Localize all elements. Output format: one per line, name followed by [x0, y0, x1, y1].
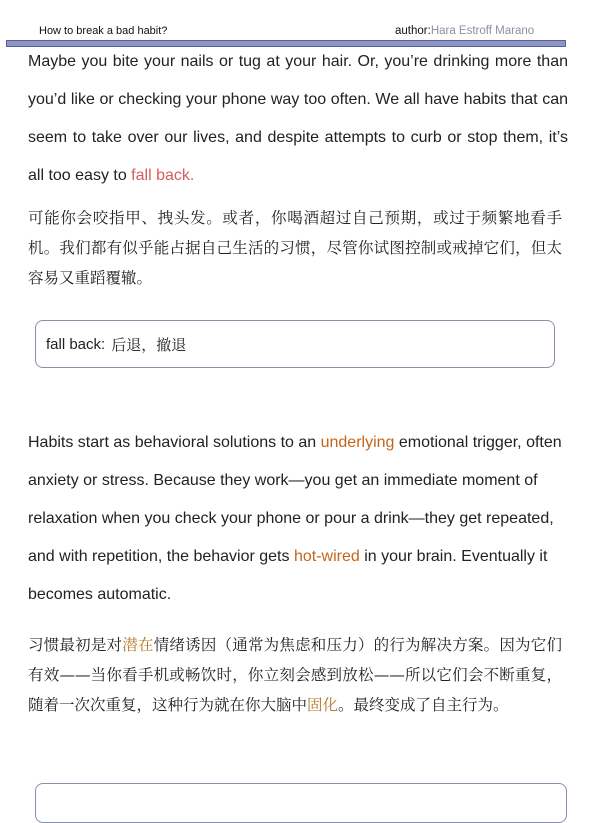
- paragraph-1-english: [28, 43, 568, 195]
- paragraph-text-end: .: [189, 167, 195, 184]
- paragraph-2-english: [28, 424, 563, 614]
- paragraph-1-chinese: 可能你会咬指甲、拽头发。或者，你喝酒超过自己预期，或过于频繁地看手机。我们都有似乎能占据自己生活的习惯，尽管你试图控制或戒掉它们，但太容易又重蹈覆辙。: [28, 209, 562, 287]
- paragraph-text: emotional trigger, often anxiety or stress. Because they work—you get an immediate moment of relaxation when you check your phone or pour a drink—they get repeated, and with repetition, the behavior gets: [28, 434, 562, 565]
- paragraph-text: 习惯最初是对: [28, 636, 123, 654]
- paragraph-text: Maybe you bite your nails or tug at your hair. Or, you’re drinking more than you’d like or checking your phone way too often. We all have habits that can seem to take over our lives, and despite attempts to curb or stop them, it’s all too easy to: [28, 53, 568, 184]
- highlighted-word-underlying: underlying: [320, 434, 395, 451]
- author-name: Hara Estroff Marano: [430, 25, 535, 37]
- author-line: [395, 25, 534, 37]
- vocabulary-note-partial: [35, 783, 567, 823]
- paragraph-text: 情绪诱因（通常为焦虑和压力）的行为解决方案。因为它们有效——当你看手机或畅饮时，你立刻会感到放松——所以它们会不断重复，随着一次次重复，这种行为就在你大脑中: [28, 636, 562, 714]
- highlighted-word-hot-wired: hot-wired: [293, 548, 360, 565]
- paragraph-2-chinese: [28, 630, 562, 720]
- highlighted-word-guhua: 固化: [307, 696, 339, 714]
- vocab-definition: 后退，撤退: [111, 335, 187, 354]
- vocab-term: fall back:: [46, 335, 106, 353]
- paragraph-text: in your brain. Eventually it becomes automatic.: [28, 548, 548, 603]
- paragraph-text: 。最终变成了自主行为。: [338, 696, 509, 714]
- paragraph-text: Habits start as behavioral solutions to an: [28, 434, 321, 451]
- highlighted-phrase: fall back: [131, 167, 190, 184]
- highlighted-word-qianzai: 潜在: [122, 636, 154, 654]
- author-label: author:: [395, 25, 431, 37]
- article-title: How to break a bad habit?: [39, 25, 168, 37]
- vocabulary-note: [35, 320, 555, 368]
